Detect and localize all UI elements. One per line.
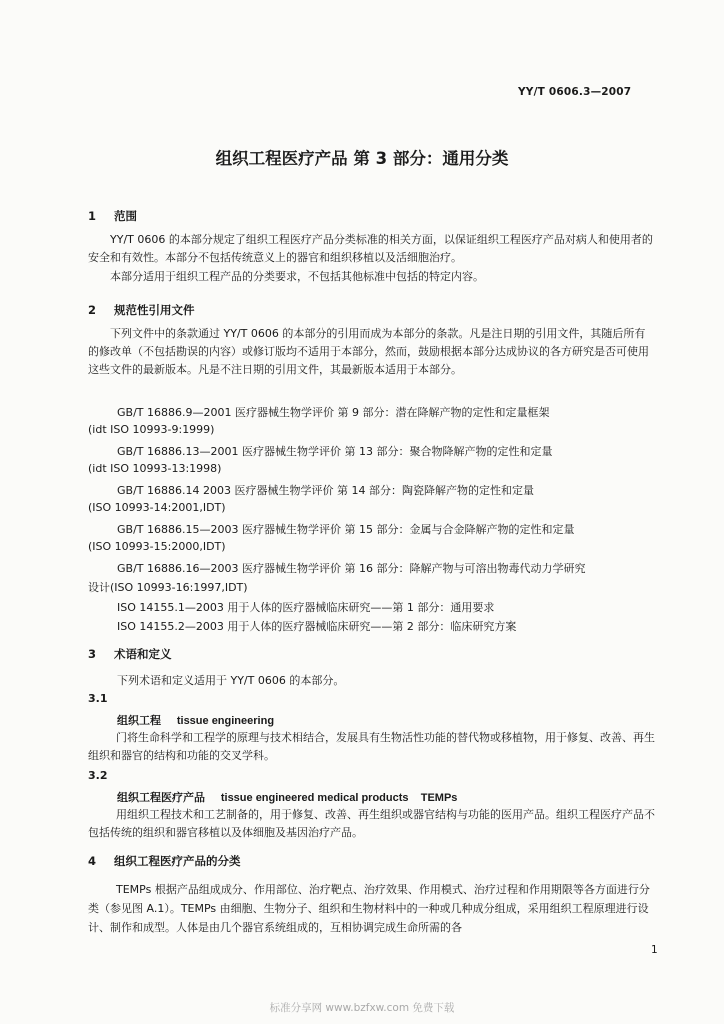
scope-paragraph: YY/T 0606 的本部分规定了组织工程医疗产品分类标准的相关方面，以保证组织工程医疗产品对病人和使用者的安全和有效性。本部分不包括传统意义上的器官和组织移植以及活细胞治疗。	[88, 233, 653, 264]
page-number: 1	[651, 944, 658, 956]
references-intro: 下列文件中的条款通过 YY/T 0606 的本部分的引用而成为本部分的条款。凡是注日期的引用文件，其随后所有的修改单（不包括勘误的内容）或修订版均不适用于本部分，然而，鼓励根据本部分达成协议的各方研究是否可使用这些文件的最新版本。凡是不注日期的引用文件，其最新版本适用于本部分。	[88, 327, 649, 376]
section-title: 范围	[114, 209, 137, 223]
document-title: 组织工程医疗产品 第 3 部分：通用分类	[215, 149, 509, 168]
term-number: 3.2	[88, 769, 108, 782]
standard-number: YY/T 0606.3—2007	[518, 86, 632, 98]
term-heading	[117, 789, 457, 805]
section-number: 4	[88, 854, 97, 868]
reference-line-cont: (idt ISO 10993-13:1998)	[88, 462, 222, 475]
section-4-heading	[88, 853, 241, 869]
site-watermark-footer: 标准分享网 www.bzfxw.com 免费下载	[269, 1002, 455, 1014]
reference-line-cont: (ISO 10993-14:2001,IDT)	[88, 501, 226, 514]
section-title: 规范性引用文件	[114, 303, 195, 317]
scope-applicability: 本部分适用于组织工程产品的分类要求，不包括其他标准中包括的特定内容。	[110, 270, 484, 283]
term-heading	[117, 712, 274, 728]
reference-line: GB/T 16886.16—2003 医疗器械生物学评价 第 16 部分：降解产物与可溶出物毒代动力学研究	[117, 562, 586, 575]
reference-line: ISO 14155.2—2003 用于人体的医疗器械临床研究——第 2 部分：临床研究方案	[117, 620, 517, 633]
reference-line: ISO 14155.1—2003 用于人体的医疗器械临床研究——第 1 部分：通用要求	[117, 601, 495, 614]
section-title: 组织工程医疗产品的分类	[114, 854, 241, 868]
classification-paragraph: TEMPs 根据产品组成成分、作用部位、治疗靶点、治疗效果、作用模式、治疗过程和作用期限等各方面进行分类（参见图 A.1）。TEMPs 由细胞、生物分子、组织和生物材料中的一种或几种成分组成，采用组织工程原理进行设计、制作和成型。人体是由几个器官系统组成的，互相协调完成生命所需的各	[88, 883, 650, 934]
reference-line: GB/T 16886.13—2001 医疗器械生物学评价 第 13 部分：聚合物降解产物的定性和定量	[117, 445, 553, 458]
reference-line-cont: (ISO 10993-15:2000,IDT)	[88, 540, 226, 553]
terms-intro: 下列术语和定义适用于 YY/T 0606 的本部分。	[117, 674, 345, 687]
section-1-heading	[88, 208, 137, 224]
section-title: 术语和定义	[114, 647, 172, 661]
section-number: 1	[88, 209, 97, 223]
reference-line: GB/T 16886.14 2003 医疗器械生物学评价 第 14 部分：陶瓷降解产物的定性和定量	[117, 484, 534, 497]
term-definition: 门将生命科学和工程学的原理与技术相结合，发展具有生物活性功能的替代物或移植物，用于修复、改善、再生组织和器官的结构和功能的交叉学科。	[88, 731, 655, 762]
term-en: tissue engineering	[176, 715, 275, 727]
section-2-heading	[88, 302, 195, 318]
term-zh: 组织工程	[117, 714, 161, 727]
reference-line: GB/T 16886.15—2003 医疗器械生物学评价 第 15 部分：金属与合金降解产物的定性和定量	[117, 523, 575, 536]
term-number: 3.1	[88, 692, 108, 705]
term-en: tissue engineered medical products TEMPs	[220, 792, 458, 804]
reference-line-cont: (idt ISO 10993-9:1999)	[88, 423, 215, 436]
section-number: 2	[88, 303, 97, 317]
reference-line: GB/T 16886.9—2001 医疗器械生物学评价 第 9 部分：潜在降解产物的定性和定量框架	[117, 406, 550, 419]
reference-line-cont: 设计(ISO 10993-16:1997,IDT)	[88, 581, 248, 594]
section-number: 3	[88, 647, 97, 661]
term-zh: 组织工程医疗产品	[117, 791, 205, 804]
section-3-heading	[88, 646, 172, 662]
term-definition: 用组织工程技术和工艺制备的，用于修复、改善、再生组织或器官结构与功能的医用产品。组织工程医疗产品不包括传统的组织和器官移植以及体细胞及基因治疗产品。	[88, 808, 655, 839]
